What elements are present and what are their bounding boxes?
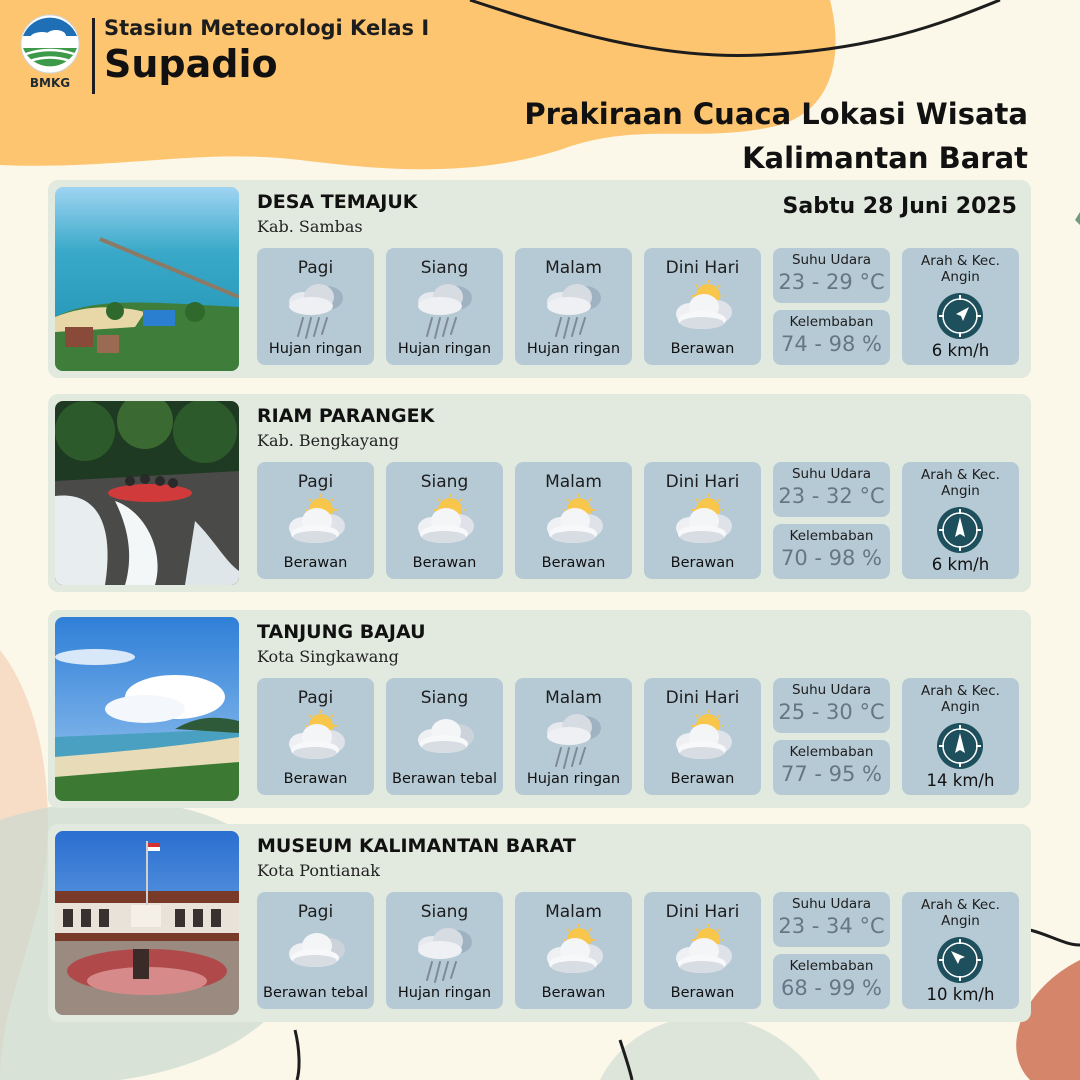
forecast-tile-pagi — [257, 678, 374, 795]
overcast-cloud-icon — [410, 710, 480, 772]
weather-desc: Berawan — [541, 985, 606, 1001]
wind-tile — [902, 678, 1019, 795]
weather-desc: Berawan — [283, 771, 348, 787]
humidity-label: Kelembaban — [789, 314, 874, 330]
bmkg-logo — [18, 14, 82, 94]
sun-cloud-icon — [668, 494, 738, 556]
humidity-value: 68 - 99 % — [780, 976, 882, 1000]
humidity-label: Kelembaban — [789, 744, 874, 760]
forecast-tile-dini-hari — [644, 248, 761, 365]
forecast-tile-malam — [515, 678, 632, 795]
weather-desc: Berawan — [283, 555, 348, 571]
forecast-tile-malam — [515, 892, 632, 1009]
temperature-tile — [773, 248, 890, 303]
humidity-tile — [773, 524, 890, 579]
location-region: Kab. Bengkayang — [257, 431, 400, 450]
forecast-tile-pagi — [257, 892, 374, 1009]
compass-icon — [936, 722, 984, 770]
forecast-tile-pagi — [257, 462, 374, 579]
wind-speed: 14 km/h — [926, 771, 995, 790]
location-region: Kota Singkawang — [257, 647, 399, 666]
temperature-tile — [773, 892, 890, 947]
title-line-1: Prakiraan Cuaca Lokasi Wisata — [524, 97, 1028, 131]
period-label: Dini Hari — [665, 258, 740, 278]
rain-cloud-icon — [410, 280, 480, 342]
forecast-tile-pagi — [257, 248, 374, 365]
location-card-desa-temajuk — [48, 180, 1031, 378]
wind-label: Arah & Kec. Angin — [921, 683, 1000, 715]
period-label: Pagi — [297, 688, 334, 708]
period-label: Siang — [420, 902, 469, 922]
humidity-tile — [773, 954, 890, 1009]
forecast-tile-dini-hari — [644, 462, 761, 579]
forecast-tile-siang — [386, 892, 503, 1009]
rain-cloud-icon — [281, 280, 351, 342]
forecast-tile-siang — [386, 678, 503, 795]
wind-label: Arah & Kec. Angin — [921, 897, 1000, 929]
station-name: Supadio — [104, 42, 278, 86]
period-label: Malam — [545, 258, 602, 278]
rain-cloud-icon — [410, 924, 480, 986]
page-title — [524, 92, 1028, 180]
weather-desc: Hujan ringan — [526, 341, 621, 357]
period-label: Dini Hari — [665, 902, 740, 922]
wind-tile — [902, 462, 1019, 579]
sun-cloud-icon — [410, 494, 480, 556]
temperature-label: Suhu Udara — [791, 466, 872, 482]
temperature-label: Suhu Udara — [791, 252, 872, 268]
temperature-tile — [773, 678, 890, 733]
wind-speed: 6 km/h — [931, 341, 990, 360]
station-subtitle: Stasiun Meteorologi Kelas I — [104, 16, 430, 40]
location-card-riam-parangek — [48, 394, 1031, 592]
humidity-label: Kelembaban — [789, 958, 874, 974]
forecast-date: Sabtu 28 Juni 2025 — [782, 194, 1017, 219]
forecast-tile-malam — [515, 248, 632, 365]
weather-desc: Berawan — [541, 555, 606, 571]
period-label: Siang — [420, 258, 469, 278]
period-label: Pagi — [297, 472, 334, 492]
humidity-tile — [773, 310, 890, 365]
header — [0, 0, 1080, 180]
temperature-tile — [773, 462, 890, 517]
humidity-value: 77 - 95 % — [780, 762, 882, 786]
sun-cloud-icon — [668, 280, 738, 342]
museum-photo — [55, 831, 239, 1015]
location-name: MUSEUM KALIMANTAN BARAT — [257, 835, 576, 857]
weather-desc: Berawan — [412, 555, 477, 571]
sun-cloud-icon — [281, 710, 351, 772]
humidity-value: 70 - 98 % — [780, 546, 882, 570]
weather-desc: Hujan ringan — [397, 985, 492, 1001]
weather-desc: Berawan — [670, 341, 735, 357]
wind-tile — [902, 892, 1019, 1009]
wind-tile — [902, 248, 1019, 365]
weather-desc: Berawan — [670, 771, 735, 787]
forecast-tile-siang — [386, 462, 503, 579]
overcast-cloud-icon — [281, 924, 351, 986]
period-label: Siang — [420, 472, 469, 492]
weather-desc: Berawan tebal — [392, 771, 497, 787]
rafting-photo — [55, 401, 239, 585]
sun-cloud-icon — [281, 494, 351, 556]
humidity-value: 74 - 98 % — [780, 332, 882, 356]
weather-desc: Hujan ringan — [268, 341, 363, 357]
period-label: Malam — [545, 688, 602, 708]
location-name: TANJUNG BAJAU — [257, 621, 426, 643]
beach-pier-photo — [55, 187, 239, 371]
compass-icon — [936, 292, 984, 340]
wind-speed: 6 km/h — [931, 555, 990, 574]
location-card-tanjung-bajau — [48, 610, 1031, 808]
location-name: RIAM PARANGEK — [257, 405, 435, 427]
temperature-value: 23 - 34 °C — [778, 914, 885, 938]
temperature-label: Suhu Udara — [791, 682, 872, 698]
sun-cloud-icon — [539, 924, 609, 986]
location-region: Kota Pontianak — [257, 861, 380, 880]
temperature-value: 23 - 32 °C — [778, 484, 885, 508]
period-label: Pagi — [297, 258, 334, 278]
wind-label: Arah & Kec. Angin — [921, 253, 1000, 285]
location-name: DESA TEMAJUK — [257, 191, 418, 213]
compass-icon — [936, 506, 984, 554]
weather-desc: Hujan ringan — [526, 771, 621, 787]
compass-icon — [936, 936, 984, 984]
sun-cloud-icon — [668, 710, 738, 772]
forecast-tile-dini-hari — [644, 892, 761, 1009]
sun-cloud-icon — [668, 924, 738, 986]
forecast-tile-siang — [386, 248, 503, 365]
sun-cloud-icon — [539, 494, 609, 556]
period-label: Malam — [545, 472, 602, 492]
rain-cloud-icon — [539, 280, 609, 342]
temperature-value: 23 - 29 °C — [778, 270, 885, 294]
header-divider — [92, 18, 95, 94]
wind-speed: 10 km/h — [926, 985, 995, 1004]
weather-desc: Berawan — [670, 985, 735, 1001]
temperature-label: Suhu Udara — [791, 896, 872, 912]
location-card-museum-kalimantan-barat — [48, 824, 1031, 1022]
weather-desc: Berawan tebal — [263, 985, 368, 1001]
period-label: Pagi — [297, 902, 334, 922]
title-line-2: Kalimantan Barat — [742, 141, 1028, 175]
period-label: Malam — [545, 902, 602, 922]
wind-label: Arah & Kec. Angin — [921, 467, 1000, 499]
forecast-tile-dini-hari — [644, 678, 761, 795]
forecast-tile-malam — [515, 462, 632, 579]
logo-text: BMKG — [29, 76, 71, 90]
location-region: Kab. Sambas — [257, 217, 363, 236]
coastline-photo — [55, 617, 239, 801]
weather-desc: Hujan ringan — [397, 341, 492, 357]
period-label: Dini Hari — [665, 472, 740, 492]
rain-cloud-icon — [539, 710, 609, 772]
weather-desc: Berawan — [670, 555, 735, 571]
period-label: Siang — [420, 688, 469, 708]
period-label: Dini Hari — [665, 688, 740, 708]
humidity-tile — [773, 740, 890, 795]
humidity-label: Kelembaban — [789, 528, 874, 544]
temperature-value: 25 - 30 °C — [778, 700, 885, 724]
